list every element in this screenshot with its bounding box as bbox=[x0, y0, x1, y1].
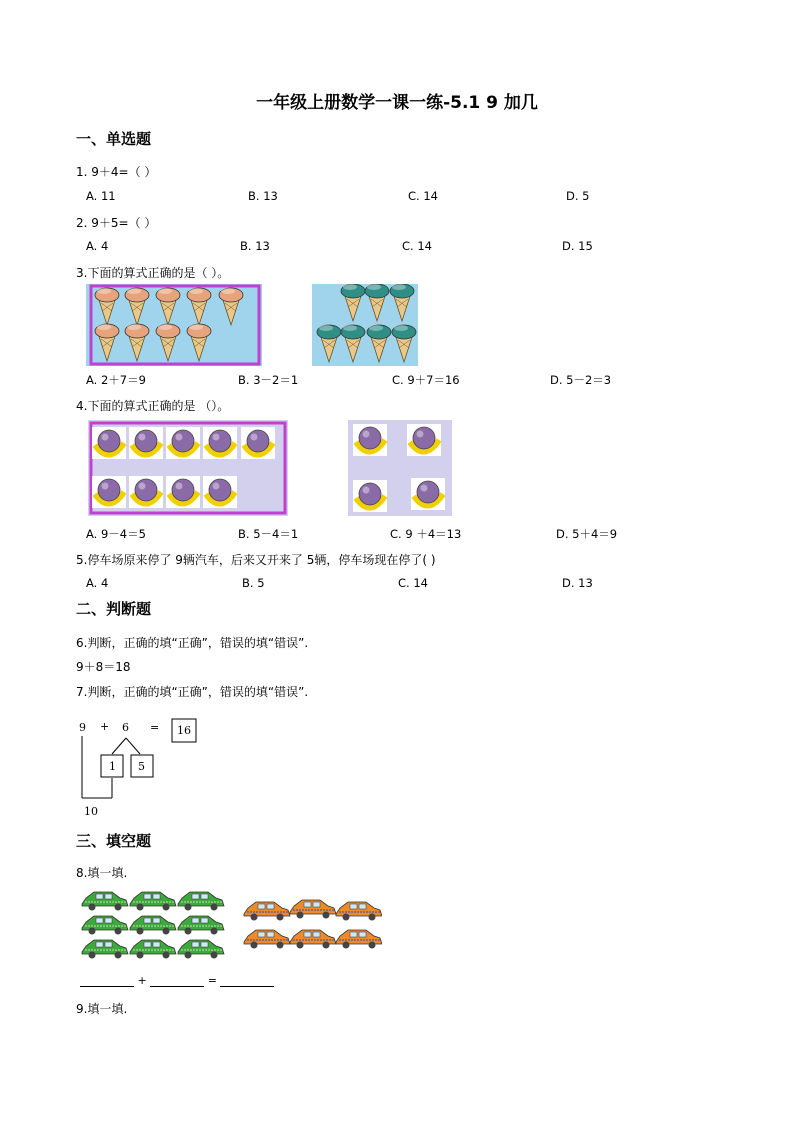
car bbox=[82, 940, 128, 959]
q8-equals: = bbox=[207, 974, 217, 987]
q8-answer-row bbox=[80, 974, 274, 987]
q3-option-c: C. 9＋7＝16 bbox=[392, 373, 460, 387]
ball-on-plate bbox=[92, 427, 126, 459]
diagram-result: 16 bbox=[177, 724, 191, 737]
question-5-stem: 5.停车场原来停了 9辆汽车，后来又开来了 5辆，停车场现在停了( ) bbox=[76, 553, 436, 567]
car bbox=[336, 930, 382, 949]
q3-option-b: B. 3－2＝1 bbox=[238, 373, 299, 387]
ball-on-plate bbox=[203, 427, 237, 459]
question-8-stem: 8.填一填. bbox=[76, 866, 128, 880]
question-2-stem: 2. 9＋5=（ ） bbox=[76, 216, 157, 230]
q2-option-b: B. 13 bbox=[240, 239, 270, 253]
question-3-stem: 3.下面的算式正确的是（ ）。 bbox=[76, 266, 230, 280]
ball-on-plate bbox=[353, 480, 387, 512]
car bbox=[82, 892, 128, 911]
question-9-stem: 9.填一填. bbox=[76, 1002, 128, 1016]
q2-option-a: A. 4 bbox=[86, 239, 109, 253]
q5-option-d: D. 13 bbox=[562, 576, 593, 590]
ball-on-plate bbox=[353, 424, 387, 456]
ball-on-plate bbox=[203, 476, 237, 508]
ball-on-plate bbox=[92, 476, 126, 508]
q5-option-c: C. 14 bbox=[398, 576, 428, 590]
q5-option-b: B. 5 bbox=[242, 576, 265, 590]
decomposition-diagram bbox=[76, 716, 206, 822]
car bbox=[130, 916, 176, 935]
car bbox=[178, 916, 224, 935]
car bbox=[290, 900, 336, 919]
q5-option-a: A. 4 bbox=[86, 576, 109, 590]
balls-group-9-image bbox=[88, 420, 288, 516]
diagram-plus: + bbox=[100, 720, 110, 733]
page-title: 一年级上册数学一课一练-5.1 9 加几 bbox=[256, 93, 538, 113]
question-6-expression: 9＋8＝18 bbox=[76, 660, 131, 674]
question-1-stem: 1. 9＋4=（ ） bbox=[76, 165, 157, 179]
q4-option-c: C. 9 ＋4＝13 bbox=[390, 527, 462, 541]
section-heading-fill-blank: 三、填空题 bbox=[76, 832, 152, 850]
car bbox=[130, 892, 176, 911]
car bbox=[130, 940, 176, 959]
question-7-stem: 7.判断，正确的填“正确”，错误的填“错误”. bbox=[76, 685, 309, 699]
q3-option-d: D. 5－2＝3 bbox=[550, 373, 612, 387]
q8-blank-2[interactable] bbox=[150, 974, 204, 987]
ball-on-plate bbox=[166, 427, 200, 459]
car bbox=[82, 916, 128, 935]
section-heading-true-false: 二、判断题 bbox=[76, 600, 152, 618]
diagram-split-1: 1 bbox=[109, 760, 116, 773]
ball-on-plate bbox=[407, 424, 441, 456]
ball-on-plate bbox=[241, 427, 275, 459]
diagram-split-5: 5 bbox=[138, 760, 145, 773]
car bbox=[244, 930, 290, 949]
car bbox=[178, 940, 224, 959]
ice-cream-group-10-image bbox=[86, 284, 262, 366]
car bbox=[178, 892, 224, 911]
q1-option-d: D. 5 bbox=[566, 189, 590, 203]
section-heading-single-choice: 一、单选题 bbox=[76, 130, 152, 148]
q4-option-b: B. 5－4＝1 bbox=[238, 527, 299, 541]
q4-option-d: D. 5＋4＝9 bbox=[556, 527, 618, 541]
diagram-ten: 10 bbox=[84, 805, 98, 818]
diagram-equals: = bbox=[150, 721, 160, 734]
ball-on-plate bbox=[129, 427, 163, 459]
car bbox=[244, 902, 290, 921]
ball-on-plate bbox=[129, 476, 163, 508]
question-6-stem: 6.判断，正确的填“正确”，错误的填“错误”. bbox=[76, 636, 309, 650]
question-4-stem: 4.下面的算式正确的是 （）。 bbox=[76, 399, 230, 413]
q8-plus: + bbox=[137, 974, 147, 987]
q4-option-a: A. 9－4＝5 bbox=[86, 527, 146, 541]
green-cars-image bbox=[80, 888, 230, 964]
diagram-addend-9: 9 bbox=[79, 721, 86, 734]
q2-option-d: D. 15 bbox=[562, 239, 593, 253]
ball-on-plate bbox=[166, 476, 200, 508]
diagram-addend-6: 6 bbox=[122, 721, 129, 734]
q8-blank-1[interactable] bbox=[80, 974, 134, 987]
car bbox=[290, 930, 336, 949]
q1-option-b: B. 13 bbox=[248, 189, 278, 203]
ball-on-plate bbox=[411, 478, 445, 510]
orange-cars-image bbox=[242, 894, 382, 958]
q2-option-c: C. 14 bbox=[402, 239, 432, 253]
ice-cream-group-7-image bbox=[312, 284, 418, 366]
q8-blank-3[interactable] bbox=[220, 974, 274, 987]
q1-option-a: A. 11 bbox=[86, 189, 116, 203]
q1-option-c: C. 14 bbox=[408, 189, 438, 203]
balls-group-4-image bbox=[348, 420, 452, 516]
q3-option-a: A. 2＋7＝9 bbox=[86, 373, 146, 387]
car bbox=[336, 902, 382, 921]
